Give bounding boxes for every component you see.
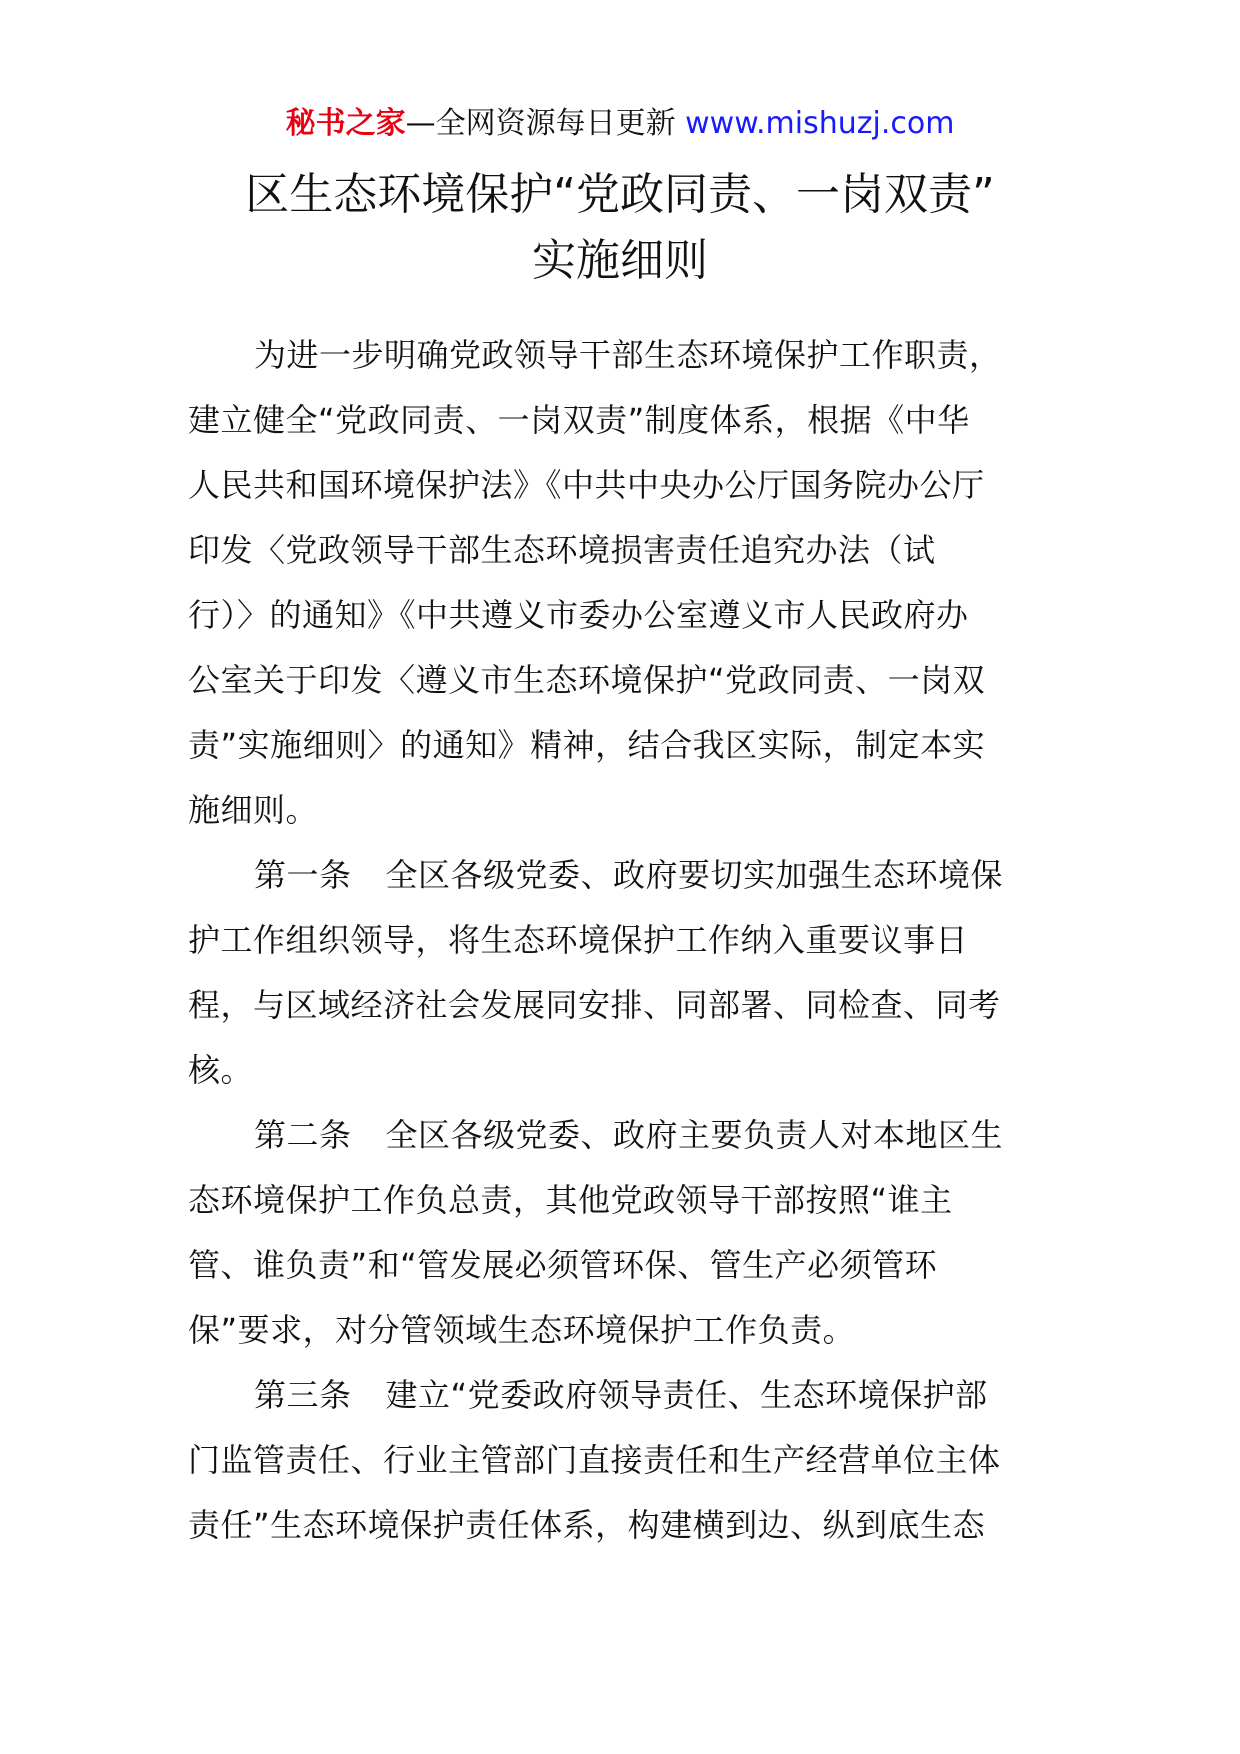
article-3-paragraph bbox=[188, 1363, 1054, 1558]
paragraph-line bbox=[188, 1103, 1054, 1168]
title-line-2: 实施细则 bbox=[532, 235, 708, 286]
paragraph-line: 保”要求，对分管领域生态环境保护工作负责。 bbox=[188, 1311, 856, 1349]
paragraph-line: 责”实施细则〉的通知》精神，结合我区实际，制定本实 bbox=[188, 726, 986, 764]
paragraph-line: 核。 bbox=[188, 1051, 254, 1089]
paragraph-line: 印发〈党政领导干部生态环境损害责任追究办法（试 bbox=[188, 531, 936, 569]
paragraph-line: 行）〉的通知》《中共遵义市委办公室遵义市人民政府办 bbox=[188, 596, 969, 634]
site-url-link[interactable]: www.mishuzj.com bbox=[685, 106, 955, 141]
intro-paragraph bbox=[188, 323, 1054, 843]
article-2-paragraph bbox=[188, 1103, 1054, 1363]
brand-name: 秘书之家 bbox=[285, 106, 406, 141]
article-1-label: 第一条 bbox=[254, 856, 352, 894]
paragraph-line: 建立健全“党政同责、一岗双责”制度体系，根据《中华 bbox=[188, 401, 970, 439]
title-line-1: 区生态环境保护“党政同责、一岗双责” bbox=[245, 169, 995, 220]
paragraph-line: 公室关于印发〈遵义市生态环境保护“党政同责、一岗双 bbox=[188, 661, 986, 699]
paragraph-line: 人民共和国环境保护法》《中共中央办公厅国务院办公厅 bbox=[188, 466, 985, 504]
paragraph-line: 态环境保护工作负总责，其他党政领导干部按照“谁主 bbox=[188, 1181, 953, 1219]
paragraph-line: 护工作组织领导，将生态环境保护工作纳入重要议事日 bbox=[188, 921, 969, 959]
paragraph-line: 施细则。 bbox=[188, 791, 319, 829]
paragraph-line: 管、谁负责”和“管发展必须管环保、管生产必须管环 bbox=[188, 1246, 938, 1284]
article-2-label: 第二条 bbox=[254, 1116, 352, 1154]
paragraph-line: 门监管责任、行业主管部门直接责任和生产经营单位主体 bbox=[188, 1441, 1001, 1479]
paragraph-line: 责任”生态环境保护责任体系，构建横到边、纵到底生态 bbox=[188, 1506, 986, 1544]
article-1-paragraph bbox=[188, 843, 1054, 1103]
document-title bbox=[0, 162, 1240, 294]
article-1-text: 全区各级党委、政府要切实加强生态环境保 bbox=[385, 856, 1004, 894]
article-3-text: 建立“党委政府领导责任、生态环境保护部 bbox=[385, 1376, 988, 1414]
article-3-label: 第三条 bbox=[254, 1376, 352, 1414]
paragraph-line bbox=[188, 843, 1054, 908]
header-slogan: —全网资源每日更新 bbox=[405, 106, 676, 141]
article-2-text: 全区各级党委、政府主要负责人对本地区生 bbox=[385, 1116, 1004, 1154]
paragraph-line: 程，与区域经济社会发展同安排、同部署、同检查、同考 bbox=[188, 986, 1001, 1024]
paragraph-line: 为进一步明确党政领导干部生态环境保护工作职责， bbox=[254, 336, 1002, 374]
site-header bbox=[0, 104, 1240, 144]
document-body bbox=[188, 323, 1054, 1558]
paragraph-line bbox=[188, 1363, 1054, 1428]
